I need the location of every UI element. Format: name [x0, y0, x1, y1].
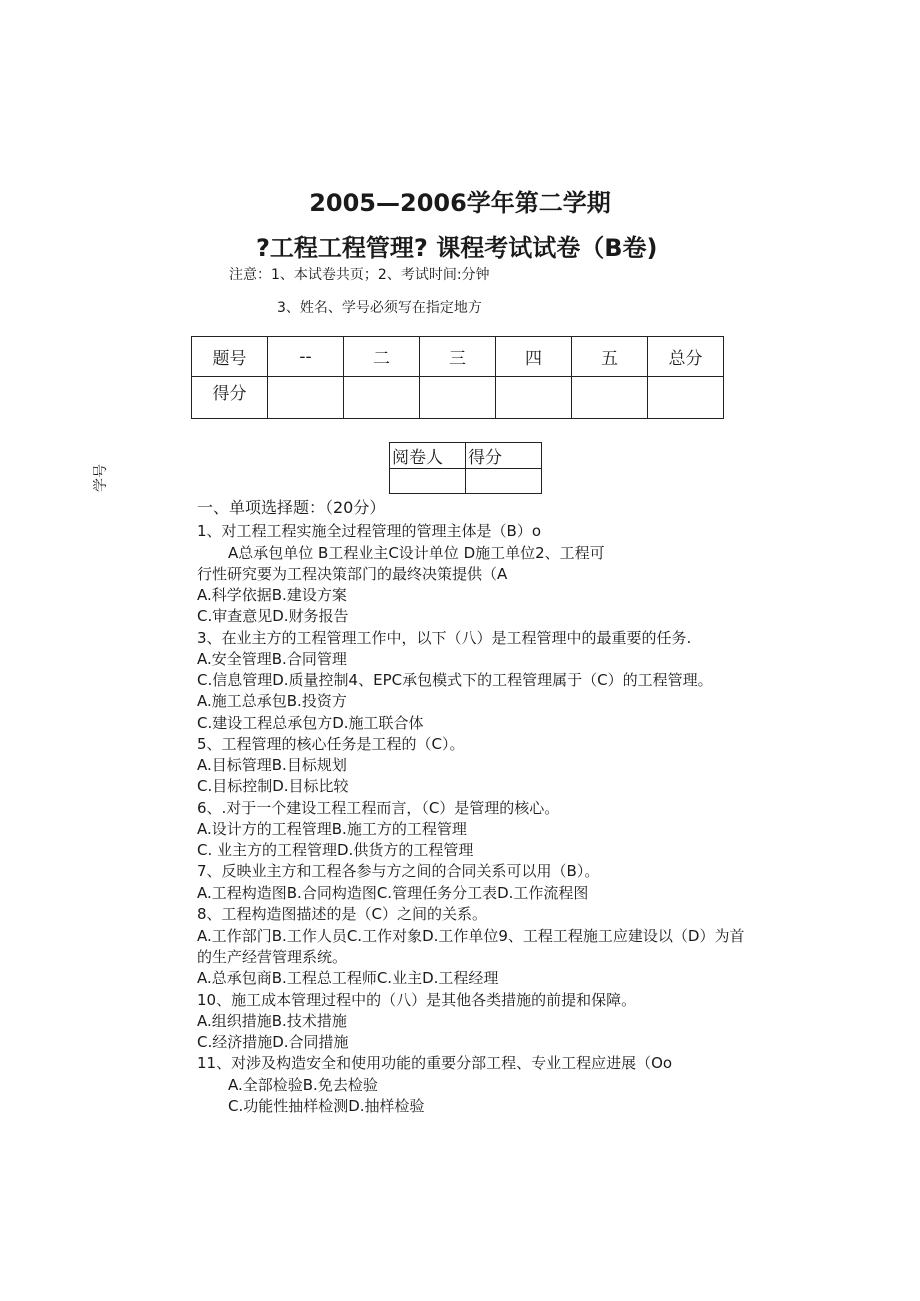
- question-line: A总承包单位 B工程业主C设计单位 D施工单位2、工程可: [228, 544, 605, 562]
- score-table-score-row: [192, 377, 724, 419]
- question-line: 1、对工程工程实施全过程管理的管理主体是（B）o: [197, 522, 542, 540]
- question-line: A.总承包商B.工程总工程师C.业主D.工程经理: [197, 969, 499, 987]
- score-cell[interactable]: [420, 377, 496, 419]
- question-line: A.工作部门B.工作人员C.工作对象D.工作单位9、工程工程施工应建设以（D）为首: [197, 927, 745, 945]
- exam-note-line1: 注意：1、本试卷共页；2、考试时间:分钟: [229, 267, 490, 283]
- exam-title-term: 2005—2006学年第二学期: [309, 189, 611, 217]
- question-line: 8、工程构造图描述的是（C）之间的关系。: [197, 905, 488, 923]
- question-line: 行性研究要为工程决策部门的最终决策提供（A: [197, 565, 508, 583]
- grader-reviewer-label: 阅卷人: [390, 443, 466, 469]
- question-line: A.施工总承包B.投资方: [197, 692, 347, 710]
- grader-score-cell[interactable]: [466, 469, 542, 494]
- question-line: 7、反映业主方和工程各参与方之间的合同关系可以用（B）。: [197, 862, 600, 880]
- question-line: A.工程构造图B.合同构造图C.管理任务分工表D.工作流程图: [197, 884, 589, 902]
- question-line: A.科学依据B.建设方案: [197, 586, 347, 604]
- question-line: C.功能性抽样检测D.抽样检验: [228, 1097, 425, 1115]
- grader-reviewer-cell[interactable]: [390, 469, 466, 494]
- score-cell[interactable]: [648, 377, 724, 419]
- question-line: C.经济措施D.合同措施: [197, 1033, 349, 1051]
- exam-title-course: ?工程工程管理? 课程考试试卷（B卷): [256, 234, 658, 262]
- score-header-cell: --: [268, 337, 344, 377]
- score-header-cell: 三: [420, 337, 496, 377]
- student-id-side-label: 学号: [93, 464, 109, 492]
- question-line: C.目标控制D.目标比较: [197, 777, 349, 795]
- score-header-cell: 题号: [192, 337, 268, 377]
- question-line: 6、.对于一个建设工程工程而言，（C）是管理的核心。: [197, 799, 560, 817]
- question-line: C.信息管理D.质量控制4、EPC承包模式下的工程管理属于（C）的工程管理。: [197, 671, 713, 689]
- score-header-cell: 四: [496, 337, 572, 377]
- grader-score-label: 得分: [466, 443, 542, 469]
- question-line: C.审查意见D.财务报告: [197, 607, 349, 625]
- score-table: [191, 336, 724, 419]
- question-line: 11、对涉及构造安全和使用功能的重要分部工程、专业工程应进展（Oo: [197, 1054, 673, 1072]
- question-line: A.设计方的工程管理B.施工方的工程管理: [197, 820, 467, 838]
- exam-note-line2: 3、姓名、学号必须写在指定地方: [277, 300, 482, 316]
- question-line: 3、在业主方的工程管理工作中，以下（八）是工程管理中的最重要的任务.: [197, 629, 692, 647]
- score-header-cell: 总分: [648, 337, 724, 377]
- question-line: A.组织措施B.技术措施: [197, 1012, 347, 1030]
- question-line: A.目标管理B.目标规划: [197, 756, 347, 774]
- score-header-cell: 二: [344, 337, 420, 377]
- question-line: 10、施工成本管理过程中的（八）是其他各类措施的前提和保障。: [197, 991, 637, 1009]
- score-row-label: 得分: [192, 377, 268, 419]
- score-cell[interactable]: [268, 377, 344, 419]
- score-header-cell: 五: [572, 337, 648, 377]
- question-line: 的生产经营管理系统。: [197, 948, 348, 966]
- score-cell[interactable]: [344, 377, 420, 419]
- section-title: 一、单项选择题：（20分）: [197, 498, 386, 517]
- question-line: C.建设工程总承包方D.施工联合体: [197, 714, 424, 732]
- grader-table: [389, 442, 542, 494]
- score-table-header-row: [192, 337, 724, 377]
- question-line: A.安全管理B.合同管理: [197, 650, 347, 668]
- question-line: C. 业主方的工程管理D.供货方的工程管理: [197, 841, 474, 859]
- score-cell[interactable]: [496, 377, 572, 419]
- score-cell[interactable]: [572, 377, 648, 419]
- question-line: 5、工程管理的核心任务是工程的（C）。: [197, 735, 465, 753]
- question-line: A.全部检验B.免去检验: [228, 1076, 378, 1094]
